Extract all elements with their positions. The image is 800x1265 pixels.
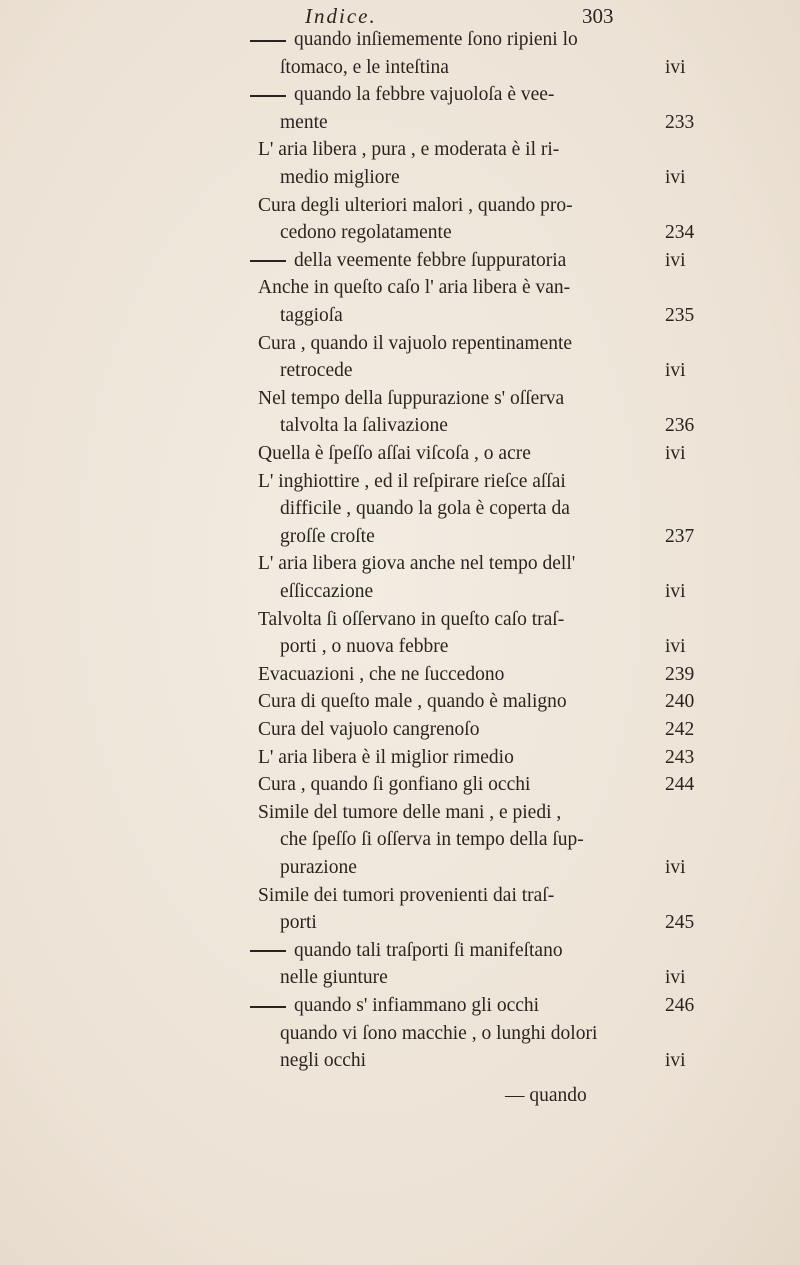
index-entry (258, 194, 573, 218)
ditto-dash (250, 260, 286, 262)
entry-text: purazione (280, 857, 357, 878)
index-entry (280, 828, 584, 852)
index-entry (258, 442, 531, 466)
entry-text: Cura , quando ſi gonfiano gli occhi (258, 774, 531, 796)
index-entry (250, 249, 566, 273)
index-entry (280, 304, 343, 328)
ditto-dash (250, 950, 286, 952)
entry-text: quando vi ſono macchie , o lunghi dolori (280, 1022, 598, 1044)
entry-text: Nel tempo della ſuppurazione s' oſſerva (258, 387, 565, 409)
entry-text: ſtomaco, e le inteſtina (280, 56, 449, 78)
ditto-dash (250, 95, 286, 97)
ditto-dash (250, 40, 286, 42)
entry-text: nelle giunture (280, 967, 388, 989)
index-entry (250, 28, 578, 52)
entry-page-ref: 237 (665, 525, 695, 547)
entry-text: groſſe croſte (280, 525, 375, 547)
entry-text: porti , o nuova febbre (280, 636, 449, 658)
index-entry (258, 746, 514, 770)
index-entry (258, 332, 572, 356)
entry-text: medio migliore (280, 167, 400, 188)
entry-text: quando la febbre vajuoloſa è vee- (294, 84, 555, 106)
index-entry (258, 690, 567, 714)
entry-text: mente (280, 111, 328, 133)
index-entry (280, 56, 449, 80)
entry-text: Quella è ſpeſſo aſſai viſcoſa , o acre (258, 443, 531, 464)
entry-page-ref: 239 (665, 663, 695, 685)
index-entry (258, 884, 554, 908)
entry-text: quando s' infiammano gli occhi (294, 995, 540, 1016)
entry-page-ref: ivi (665, 443, 686, 464)
entry-page-ref: ivi (665, 167, 686, 188)
entry-page-ref: 233 (665, 111, 695, 133)
entry-text: Evacuazioni , che ne ſuccedono (258, 663, 505, 685)
entry-text: Cura di queſto male , quando è maligno (258, 691, 567, 713)
index-entry (280, 111, 328, 135)
index-entry (258, 276, 570, 300)
index-entry (250, 994, 539, 1018)
entry-text: difficile , quando la gola è coperta da (280, 498, 570, 520)
entry-page-ref: 243 (665, 746, 695, 768)
index-entry (250, 939, 563, 963)
running-head-title: Indice. (305, 4, 377, 28)
entry-text: L' aria libera , pura , e moderata è il ri- (258, 139, 560, 161)
index-entry (280, 497, 570, 521)
entry-text: retrocede (280, 360, 353, 382)
index-entry (258, 718, 479, 742)
entry-page-ref: 240 (665, 691, 695, 713)
entry-text: Simile del tumore delle mani , e piedi , (258, 801, 562, 823)
entry-text: Cura del vajuolo cangrenoſo (258, 719, 480, 740)
entry-page-ref: ivi (665, 636, 686, 658)
entry-page-ref: 236 (665, 415, 695, 437)
entry-text: negli occhi (280, 1050, 367, 1072)
index-entry (258, 138, 559, 162)
entry-page-ref: 234 (665, 222, 695, 244)
entry-text: Talvolta ſi oſſervano in queſto caſo traſ- (258, 608, 565, 630)
catchword: — quando (505, 1085, 587, 1106)
entry-page-ref: ivi (665, 1050, 686, 1072)
entry-text: cedono regolatamente (280, 222, 452, 244)
entry-text: talvolta la ſalivazione (280, 415, 448, 437)
index-entry (280, 221, 452, 245)
index-entry (280, 580, 373, 604)
index-entry (280, 414, 448, 438)
entry-text: eſſiccazione (280, 581, 374, 602)
index-entry (250, 83, 554, 107)
entry-text: L' aria libera è il miglior rimedio (258, 746, 514, 768)
entry-text: che ſpeſſo ſi oſſerva in tempo della ſup- (280, 829, 584, 851)
index-entry (258, 773, 530, 797)
entry-page-ref: 235 (665, 305, 695, 326)
index-entry (258, 470, 566, 494)
entry-page-ref: 244 (665, 774, 695, 796)
entry-text: Cura , quando il vajuolo repentinamente (258, 332, 573, 354)
entry-page-ref: ivi (665, 967, 686, 989)
entry-page-ref: 246 (665, 995, 695, 1016)
index-entry (280, 525, 375, 549)
index-entry (280, 1022, 597, 1046)
entry-page-ref: 245 (665, 912, 695, 934)
index-entry (258, 387, 564, 411)
entry-page-ref: ivi (665, 360, 686, 382)
entry-text: taggioſa (280, 305, 343, 326)
entry-page-ref: ivi (665, 249, 686, 271)
index-entry (258, 663, 504, 687)
index-entry (280, 911, 317, 935)
entry-page-ref: 242 (665, 719, 695, 740)
index-entry (280, 359, 353, 383)
entry-page-ref: ivi (665, 857, 686, 878)
entry-text: Anche in queſto caſo l' aria libera è van- (258, 277, 571, 299)
entry-text: porti (280, 912, 317, 934)
index-entry (258, 801, 561, 825)
entry-page-ref: ivi (665, 56, 686, 78)
index-entry (280, 635, 448, 659)
entry-text: quando tali traſporti ſi manifeſtano (294, 939, 563, 961)
entry-page-ref: ivi (665, 581, 686, 602)
ditto-dash (250, 1006, 286, 1008)
page-number: 303 (582, 4, 614, 28)
entry-text: Cura degli ulteriori malori , quando pro- (258, 194, 573, 216)
index-entry (258, 608, 564, 632)
entry-text: quando inſiememente ſono ripieni lo (294, 29, 578, 50)
index-entry (280, 1049, 366, 1073)
entry-text: L' inghiottire , ed il reſpirare rieſce aſſai (258, 470, 566, 492)
index-entry (280, 166, 400, 190)
index-entry (280, 966, 388, 990)
index-entry (258, 552, 575, 576)
entry-text: L' aria libera giova anche nel tempo dell' (258, 553, 576, 575)
index-entry (280, 856, 357, 880)
entry-text: Simile dei tumori provenienti dai traſ- (258, 884, 555, 906)
entry-text: della veemente febbre ſuppuratoria (294, 249, 567, 271)
